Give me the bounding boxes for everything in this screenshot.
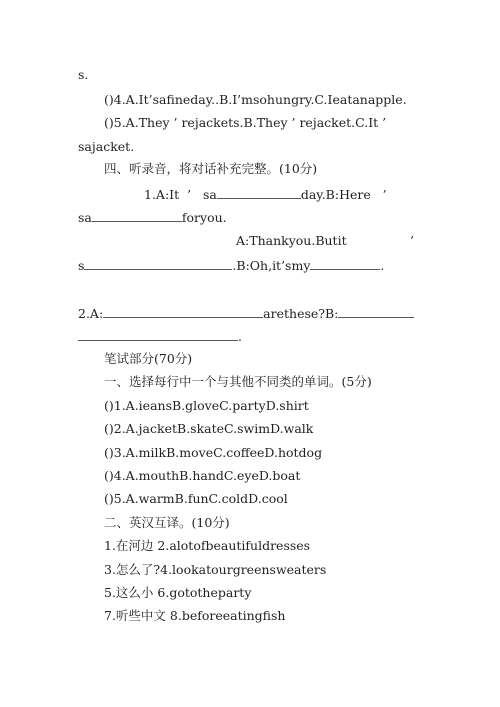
blank — [84, 257, 232, 270]
section-heading: 一、选择每行中一个与其他不同类的单词。(5分) — [104, 374, 372, 389]
question-line: ()2.A.jacketB.skateC.swimD.walk — [104, 421, 314, 436]
blank — [103, 305, 263, 318]
question-line: ()1.A.ieansB.gloveC.partyD.shirt — [104, 398, 309, 413]
dialogue-line: sa foryou. — [78, 210, 227, 225]
blank — [310, 257, 380, 270]
blank — [217, 186, 301, 199]
dialogue-line: 1.A:It ’ sa day.B:Here ’ — [144, 187, 387, 202]
translation-line: 7.听些中文 8.beforeeatingfish — [104, 608, 286, 623]
dialogue-line: 2.A: arethese?B: — [78, 305, 414, 322]
text-line: sajacket. — [78, 139, 135, 154]
dialogue-line: ’ — [410, 233, 414, 248]
section-heading: 二、英汉互译。(10分) — [104, 515, 230, 530]
dialogue-line: s .B:Oh,it’smy . — [78, 258, 385, 273]
blank — [78, 328, 238, 341]
translation-line: 5.这么小 6.gototheparty — [104, 585, 252, 600]
question-line: ()5.A.They ’ rejackets.B.They ’ rejacket.C.It ’ — [104, 115, 387, 130]
question-line: ()5.A.warmB.funC.coldD.cool — [104, 491, 288, 506]
section-heading: 四、听录音，将对话补充完整。(10分) — [104, 161, 318, 176]
blank — [338, 305, 414, 318]
translation-line: 3.怎么了?4.lookatourgreensweaters — [104, 562, 327, 577]
question-line: ()4.A.mouthB.handC.eyeD.boat — [104, 468, 301, 483]
dialogue-line: A:Thankyou.Butit — [236, 233, 347, 248]
question-line: ()3.A.milkB.moveC.coffeeD.hotdog — [104, 445, 323, 460]
dialogue-line: . — [78, 328, 242, 345]
text-line: s. — [78, 67, 89, 82]
blank — [92, 209, 182, 222]
section-heading: 笔试部分(70分) — [104, 351, 193, 366]
translation-line: 1.在河边 2.alotofbeautifuldresses — [104, 538, 311, 553]
question-line: ()4.A.It’safineday..B.I’msohungry.C.Ieatanapple. — [104, 92, 407, 107]
